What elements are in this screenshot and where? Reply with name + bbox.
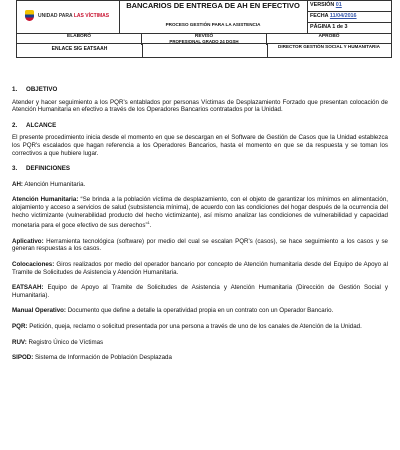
crest-icon xyxy=(25,10,34,21)
definition-term: SIPOD: xyxy=(12,354,34,362)
definition-text: Petición, queja, reclamo o solicitud presentada por una persona a través de uno de los canales de Atención de la Unidad. xyxy=(27,322,362,330)
definition-item xyxy=(12,261,388,276)
definition-item xyxy=(12,181,388,189)
aprobo-label: APROBÓ xyxy=(318,34,340,39)
definition-term: Atención Humanitaria: xyxy=(12,196,79,204)
definition-text: Herramienta tecnológica (software) por medio del cual se escalan PQR's (casos), se hace seguimiento a los casos y se generan respuestas a los casos. xyxy=(12,237,388,253)
definition-text: “Se brinda a la población víctima de desplazamiento, con el objeto de garantizar los mínimos en alimentación, alojamiento y acceso a servicios de salud (subsistencia mínima), de acuerdo con las condiciones del hogar después de la ocurrencia del hecho victimizante (vulnerabilidad producto del hecho victimizante), así mismo analizar las condiciones de vulnerabilidad y capacidad monetaria para el goce efectivo de sus derechos” xyxy=(12,196,389,230)
version-row xyxy=(310,2,342,8)
unidad-victimas-logo xyxy=(25,10,109,21)
definition-term: PQR: xyxy=(12,322,28,330)
definition-term: RUV: xyxy=(12,338,27,346)
definition-item xyxy=(12,284,388,299)
date-row xyxy=(310,13,357,19)
logo-cell xyxy=(17,1,120,33)
version-value: 01 xyxy=(335,2,342,8)
date-label: FECHA xyxy=(310,13,329,19)
reviso-value: PROFESIONAL GRADO 24 DGSH xyxy=(169,39,239,44)
definition-term: Colocaciones: xyxy=(12,260,55,268)
process-name: PROCESO GESTIÓN PARA LA ASISTENCIA xyxy=(165,22,261,27)
definition-text: Equipo de Apoyo al Tramite de Solicitudes de Asistencia y Atención Humanitaria (Dirección de Gestión Social y Humanitaria). xyxy=(12,284,388,299)
definition-text: Sistema de Información de Población Desplazada xyxy=(33,354,172,362)
definition-item xyxy=(12,238,388,253)
section-heading-definiciones: 3. DEFINICIONES xyxy=(12,165,71,173)
divider xyxy=(307,11,391,12)
aprobo-value: DIRECTOR GESTIÓN SOCIAL Y HUMANITARIA xyxy=(278,44,380,49)
definition-item xyxy=(12,307,388,315)
page-number: PÁGINA 1 de 3 xyxy=(310,24,348,30)
section-heading-objetivo: 1. OBJETIVO xyxy=(12,86,58,93)
definition-text: Documento que define a detalle la operatividad propia en un contrato con un Operador Bancario. xyxy=(65,307,334,315)
objetivo-text: Atender y hacer seguimiento a los PQR's entablados por personas Víctimas de Desplazamiento Forzado que presentan colocación de Atención Humanitaria en efectivo a través de los Operadores Bancarios contratados por la Unidad. xyxy=(12,98,388,114)
section-heading-alcance: 2. ALCANCE xyxy=(12,121,57,129)
definition-term: EATSAAH: xyxy=(12,284,44,292)
signature-values xyxy=(16,44,392,58)
title-cell xyxy=(119,1,308,33)
definition-item xyxy=(12,339,388,347)
definition-text: Registro Único de Víctimas xyxy=(26,338,104,346)
divider xyxy=(307,22,391,23)
document-header xyxy=(16,0,392,44)
document-title: BANCARIOS DE ENTREGA DE AH EN EFECTIVO xyxy=(126,1,300,10)
definition-item xyxy=(12,354,388,362)
elaboro-label: ELABORÓ xyxy=(67,34,91,39)
elaboro-value: ENLACE SIG EATSAAH xyxy=(51,46,108,52)
definition-term: Manual Operativo: xyxy=(12,307,66,315)
definition-text: Atención Humanitaria. xyxy=(23,180,86,188)
date-value: 11/04/2016 xyxy=(329,13,357,19)
definition-item: Atención Humanitaria: “Se brinda a la población víctima de desplazamiento, con el objeto de garantizar los mínimos en alimentación, alojamiento y acceso a servicios de salud (subsistencia mínima), de acuerdo con las condiciones del hogar después de la ocurrencia del hecho victimizante (vulnerabilidad producto del hecho victimizante), así mismo analizar las condiciones de vulnerabilidad y capacidad monetaria para el goce efectivo de sus derechos”$^1$. xyxy=(12,196,389,230)
version-label: VERSIÓN xyxy=(310,2,335,8)
reviso-label: REVISÓ xyxy=(194,34,214,39)
alcance-text: El presente procedimiento inicia desde el momento en que se descargan en el Software de Gestión de Casos que la Unidad establezca los PQR's escalados que hagan referencia a los Operadores Bancarios, hasta el momento en que se da respuesta y se toman los correctivos a que hubiere lugar. xyxy=(12,134,388,157)
logo-text-emph: LAS VÍCTIMAS xyxy=(73,12,110,19)
document-body xyxy=(12,86,388,370)
footnote-ref[interactable]: 1 xyxy=(147,220,150,226)
definition-item xyxy=(12,323,388,331)
definition-term: Aplicativo: xyxy=(12,237,44,245)
logo-text-prefix: UNIDAD PARA xyxy=(38,12,74,19)
divider xyxy=(142,44,143,57)
definition-text: Giros realizados por medio del operador bancario por concepto de Atención humanitaria desde del Equipo de Apoyo al Tramite de Solicitudes de Asistencia y Atención Humanitaria. xyxy=(12,260,388,276)
meta-cell xyxy=(307,1,391,33)
definition-term: AH: xyxy=(12,180,23,188)
